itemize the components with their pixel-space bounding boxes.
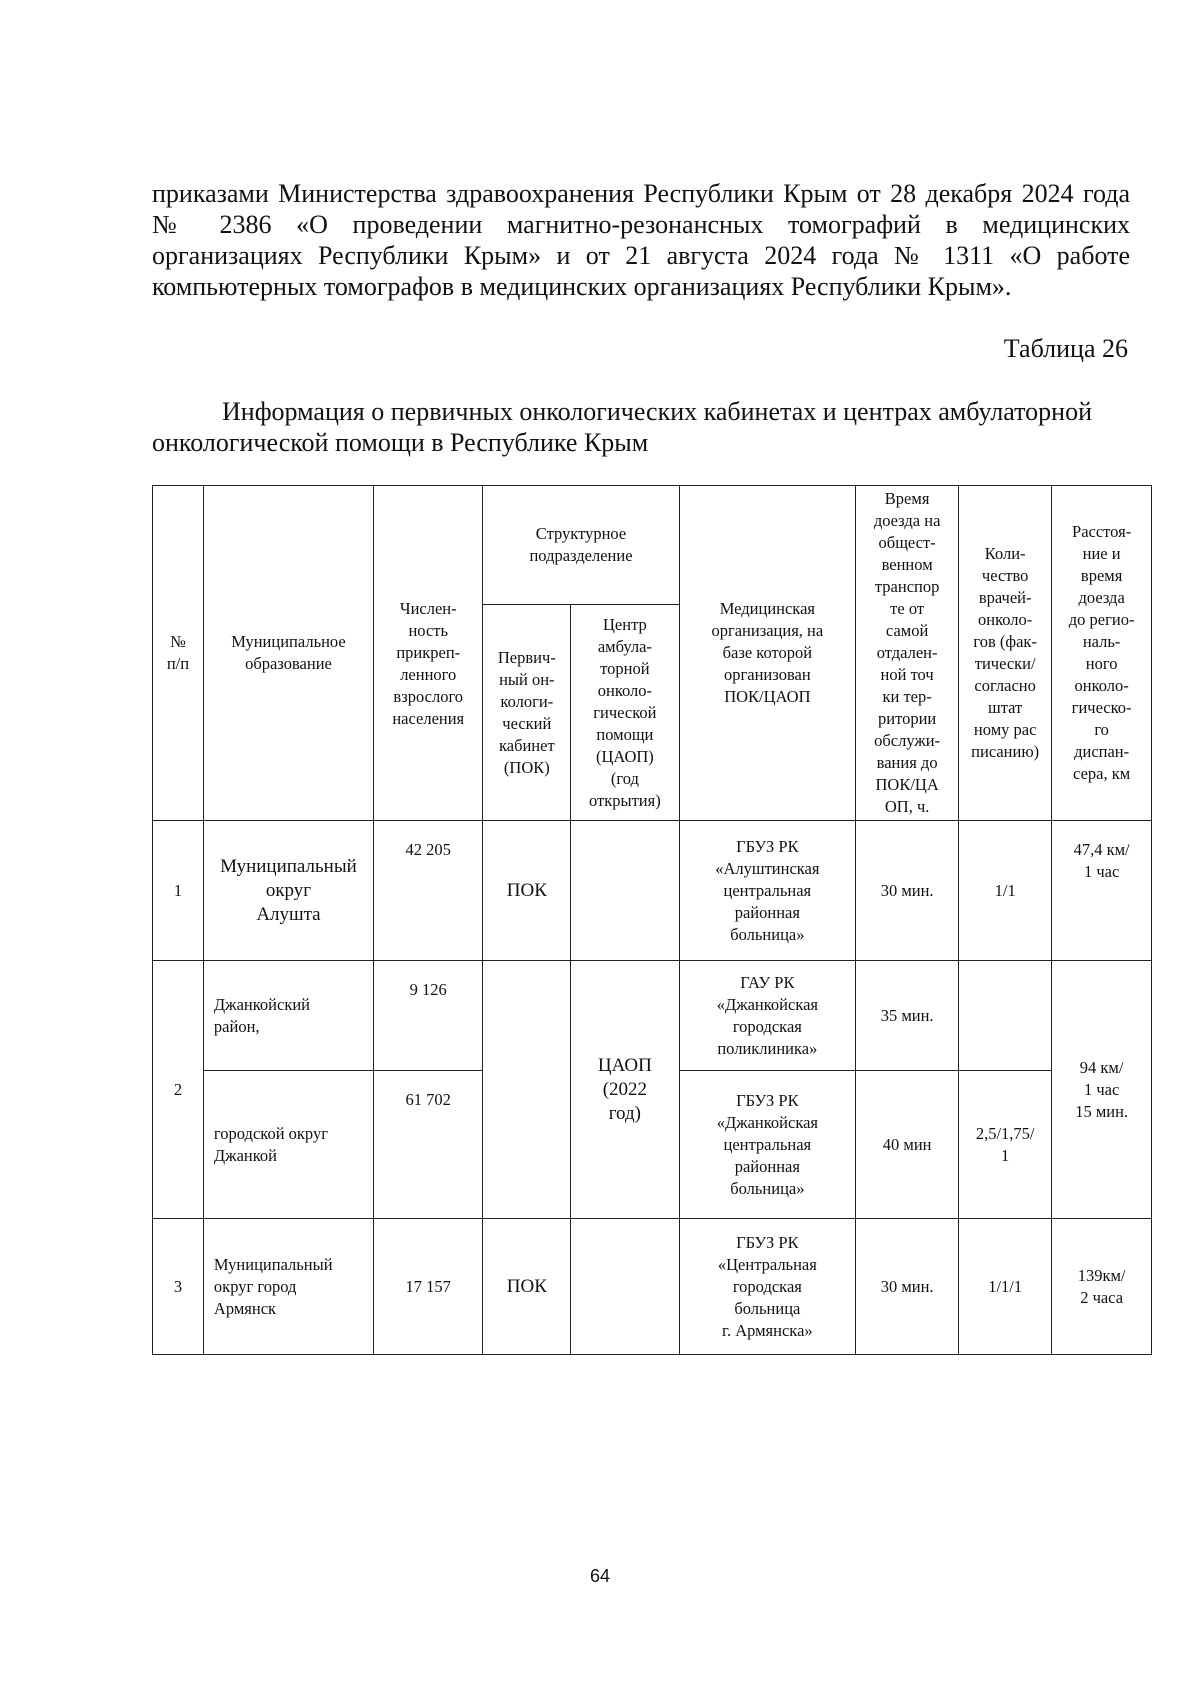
table-title: Информация о первичных онкологических кабинетах и центрах амбулаторной онкологической помощи в Республике Крым: [152, 397, 1093, 457]
row-num: 2: [153, 961, 204, 1219]
row-doctors-a: [959, 961, 1052, 1071]
table-row: [153, 961, 1152, 1071]
header-pok: Первич- ный он- кологи- ческий кабинет (ПОК): [483, 605, 571, 821]
table-row: [153, 821, 1152, 961]
header-structural-unit: Структурное подразделение: [483, 486, 679, 605]
row-caop: [571, 1219, 679, 1355]
row-doctors-b: 2,5/1,75/ 1: [959, 1071, 1052, 1219]
header-municipality: Муниципальное образование: [203, 486, 373, 821]
row-doctors: 1/1: [959, 821, 1052, 961]
row-travel-time-b: 40 мин: [856, 1071, 959, 1219]
table-label: Таблица 26: [1003, 334, 1128, 363]
row-travel-time: 30 мин.: [856, 1219, 959, 1355]
row-pok: ПОК: [483, 1219, 571, 1355]
row-distance: 139км/ 2 часа: [1052, 1219, 1152, 1355]
row-organization: ГБУЗ РК «Алуштинская центральная районная больница»: [679, 821, 856, 961]
row-organization-a: ГАУ РК «Джанкойская городская поликлиника»: [679, 961, 856, 1071]
header-population: Числен- ность прикреп- ленного взрослого населения: [374, 486, 483, 821]
header-distance: Расстоя- ние и время доезда до регио- наль- ного онколо- гическо- го диспан- сера, км: [1052, 486, 1152, 821]
row-organization: ГБУЗ РК «Центральная городская больница г. Армянска»: [679, 1219, 856, 1355]
row-travel-time: 30 мин.: [856, 821, 959, 961]
row-caop: [571, 821, 679, 961]
row-travel-time-a: 35 мин.: [856, 961, 959, 1071]
row-municipality: Муниципальный округ Алушта: [203, 821, 373, 961]
row-doctors: 1/1/1: [959, 1219, 1052, 1355]
row-municipality: Муниципальный округ город Армянск: [203, 1219, 373, 1355]
row-pok: [483, 961, 571, 1219]
table-row: [153, 1219, 1152, 1355]
header-caop: Центр амбула- торной онколо- гической помощи (ЦАОП) (год открытия): [571, 605, 679, 821]
row-population-a: 9 126: [374, 961, 483, 1071]
intro-paragraph: приказами Министерства здравоохранения Республики Крым от 28 декабря 2024 года № 2386 «О проведении магнитно-резонансных томографий в медицинских организациях Республики Крым» и от 21 августа 2024 года № 1311 «О работе компьютерных томографов в медицинских организациях Республики Крым».: [152, 179, 1130, 301]
row-population: 17 157: [374, 1219, 483, 1355]
header-doctors: Коли- чество врачей- онколо- гов (фак- тически/ согласно штат ному рас писанию): [959, 486, 1052, 821]
row-distance: 47,4 км/ 1 час: [1052, 821, 1152, 961]
row-municipality-a: Джанкойский район,: [203, 961, 373, 1071]
row-municipality-b: городской округ Джанкой: [203, 1071, 373, 1219]
row-caop: ЦАОП (2022 год): [571, 961, 679, 1219]
row-pok: ПОК: [483, 821, 571, 961]
row-population: 42 205: [374, 821, 483, 961]
header-num: № п/п: [153, 486, 204, 821]
header-travel-time: Время доезда на общест- венном транспор те от самой отдален- ной точ ки тер- ритории обслужи- вания до ПОК/ЦА ОП, ч.: [856, 486, 959, 821]
page-number: 64: [589, 1566, 611, 1586]
header-organization: Медицинская организация, на базе которой организован ПОК/ЦАОП: [679, 486, 856, 821]
oncology-table: [152, 485, 1152, 1355]
row-num: 1: [153, 821, 204, 961]
row-num: 3: [153, 1219, 204, 1355]
row-organization-b: ГБУЗ РК «Джанкойская центральная районная больница»: [679, 1071, 856, 1219]
row-distance: 94 км/ 1 час 15 мин.: [1052, 961, 1152, 1219]
row-population-b: 61 702: [374, 1071, 483, 1219]
